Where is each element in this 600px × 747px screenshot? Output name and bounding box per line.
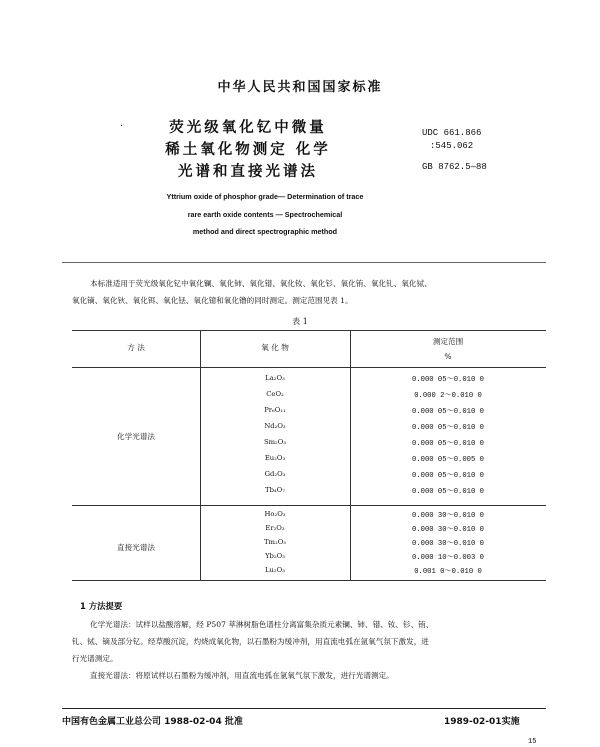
method-label-chemical: 化学光谱法 xyxy=(117,432,155,441)
header-compound: 氧 化 物 xyxy=(261,343,289,352)
table-header-rule xyxy=(72,367,546,368)
title-line-2: 稀土氧化物测定 化学 xyxy=(165,142,331,158)
table-bottom-rule xyxy=(72,580,546,581)
english-title-line-2: rare earth oxide contents — Spectrochemical xyxy=(187,210,343,219)
range-cell: 0.000 05～0.010 0 xyxy=(412,472,484,480)
title-line-3: 光谱和直接光谱法 xyxy=(178,164,318,180)
section-paragraph-1-line-1: 化学光谱法：试样以盐酸溶解，经 P507 萃淋树脂色谱柱分离富集杂质元素镧、铈、镨、钕、钐、铕、 xyxy=(90,620,434,629)
implementation-date: 1989-02-01实施 xyxy=(444,717,520,727)
range-cell: 0.000 2～0.010 0 xyxy=(414,392,482,400)
bullet-mark: · xyxy=(120,121,124,132)
range-cell: 0.000 05～0.010 0 xyxy=(412,440,484,448)
footer-rule xyxy=(62,708,546,709)
oxide-cell: Tb₄O₇ xyxy=(265,486,285,494)
oxide-cell: Er₂O₃ xyxy=(265,524,285,532)
table-caption: 表 1 xyxy=(292,317,308,326)
oxide-cell: Lu₂O₃ xyxy=(265,566,285,574)
oxide-cell: Gd₂O₃ xyxy=(264,470,286,478)
section-paragraph-2: 直接光谱法：将原试样以石墨粉为缓冲剂，用直流电弧在氩氧气氛下激发，进行光谱测定。 xyxy=(90,671,394,680)
oxide-cell: Pr₆O₁₁ xyxy=(264,406,286,414)
udc-code-2: :545.062 xyxy=(430,141,474,151)
gb-number: GB 8762.5—88 xyxy=(422,162,487,172)
oxide-cell: La₂O₃ xyxy=(265,374,285,382)
table-top-rule xyxy=(72,330,546,331)
section-heading: 1 方法提要 xyxy=(80,601,123,611)
intro-line-1: 本标准适用于荧光级氧化钇中氧化镧、氧化铈、氧化镨、氧化钕、氧化钐、氧化铕、氧化钆、氧化铽、 xyxy=(90,279,432,288)
oxide-cell: Yb₂O₃ xyxy=(265,552,285,560)
range-cell: 0.000 05～0.010 0 xyxy=(412,408,484,416)
oxide-cell: Ho₂O₃ xyxy=(264,510,286,518)
oxide-cell: Sm₂O₃ xyxy=(263,438,287,446)
method-label-direct: 直接光谱法 xyxy=(117,543,155,552)
title-line-1: 荧光级氧化钇中微量 xyxy=(169,120,327,136)
header-unit: % xyxy=(444,352,452,361)
oxide-cell: CeO₂ xyxy=(266,390,284,398)
range-cell: 0.000 05～0.005 0 xyxy=(412,456,484,464)
header-method: 方 法 xyxy=(127,343,145,352)
oxide-cell: Tm₂O₃ xyxy=(263,538,286,546)
udc-code-1: UDC 661.866 xyxy=(422,128,482,138)
standard-header: 中华人民共和国国家标准 xyxy=(217,80,383,95)
section-paragraph-1-line-2: 钆、铽、镝及部分钇。经草酸沉淀，灼烧成氧化物，以石墨粉为缓冲剂，用直流电弧在氩氧气氛下激发，进 xyxy=(72,637,429,646)
range-cell: 0.000 05～0.010 0 xyxy=(412,488,484,496)
title-divider xyxy=(62,262,546,263)
range-cell: 0.001 0～0.010 0 xyxy=(414,568,482,576)
section-paragraph-1-line-3: 行光谱测定。 xyxy=(72,654,118,663)
english-title-line-1: Yttrium oxide of phosphor grade— Determination of trace xyxy=(166,192,364,201)
range-cell: 0.000 30～0.010 0 xyxy=(412,512,484,520)
range-cell: 0.000 05～0.010 0 xyxy=(412,424,484,432)
english-title-line-3: method and direct spectrographic method xyxy=(192,227,338,236)
header-range: 测定范围 xyxy=(432,337,464,346)
range-cell: 0.000 30～0.010 0 xyxy=(412,540,484,548)
approval-note: 中国有色金属工业总公司 1988-02-04 批准 xyxy=(62,717,243,727)
range-cell: 0.000 10～0.003 0 xyxy=(412,554,484,562)
oxide-cell: Nd₂O₃ xyxy=(264,422,286,430)
oxide-cell: Eu₂O₃ xyxy=(264,454,286,462)
page-number: 15 xyxy=(528,738,537,746)
range-cell: 0.000 05～0.010 0 xyxy=(412,376,484,384)
range-cell: 0.000 30～0.010 0 xyxy=(412,526,484,534)
intro-line-2: 氧化镝、氧化钬、氧化铒、氧化铥、氧化镱和氧化镥的同时测定。测定范围见表 1。 xyxy=(72,296,353,305)
table-group-rule xyxy=(72,505,546,506)
